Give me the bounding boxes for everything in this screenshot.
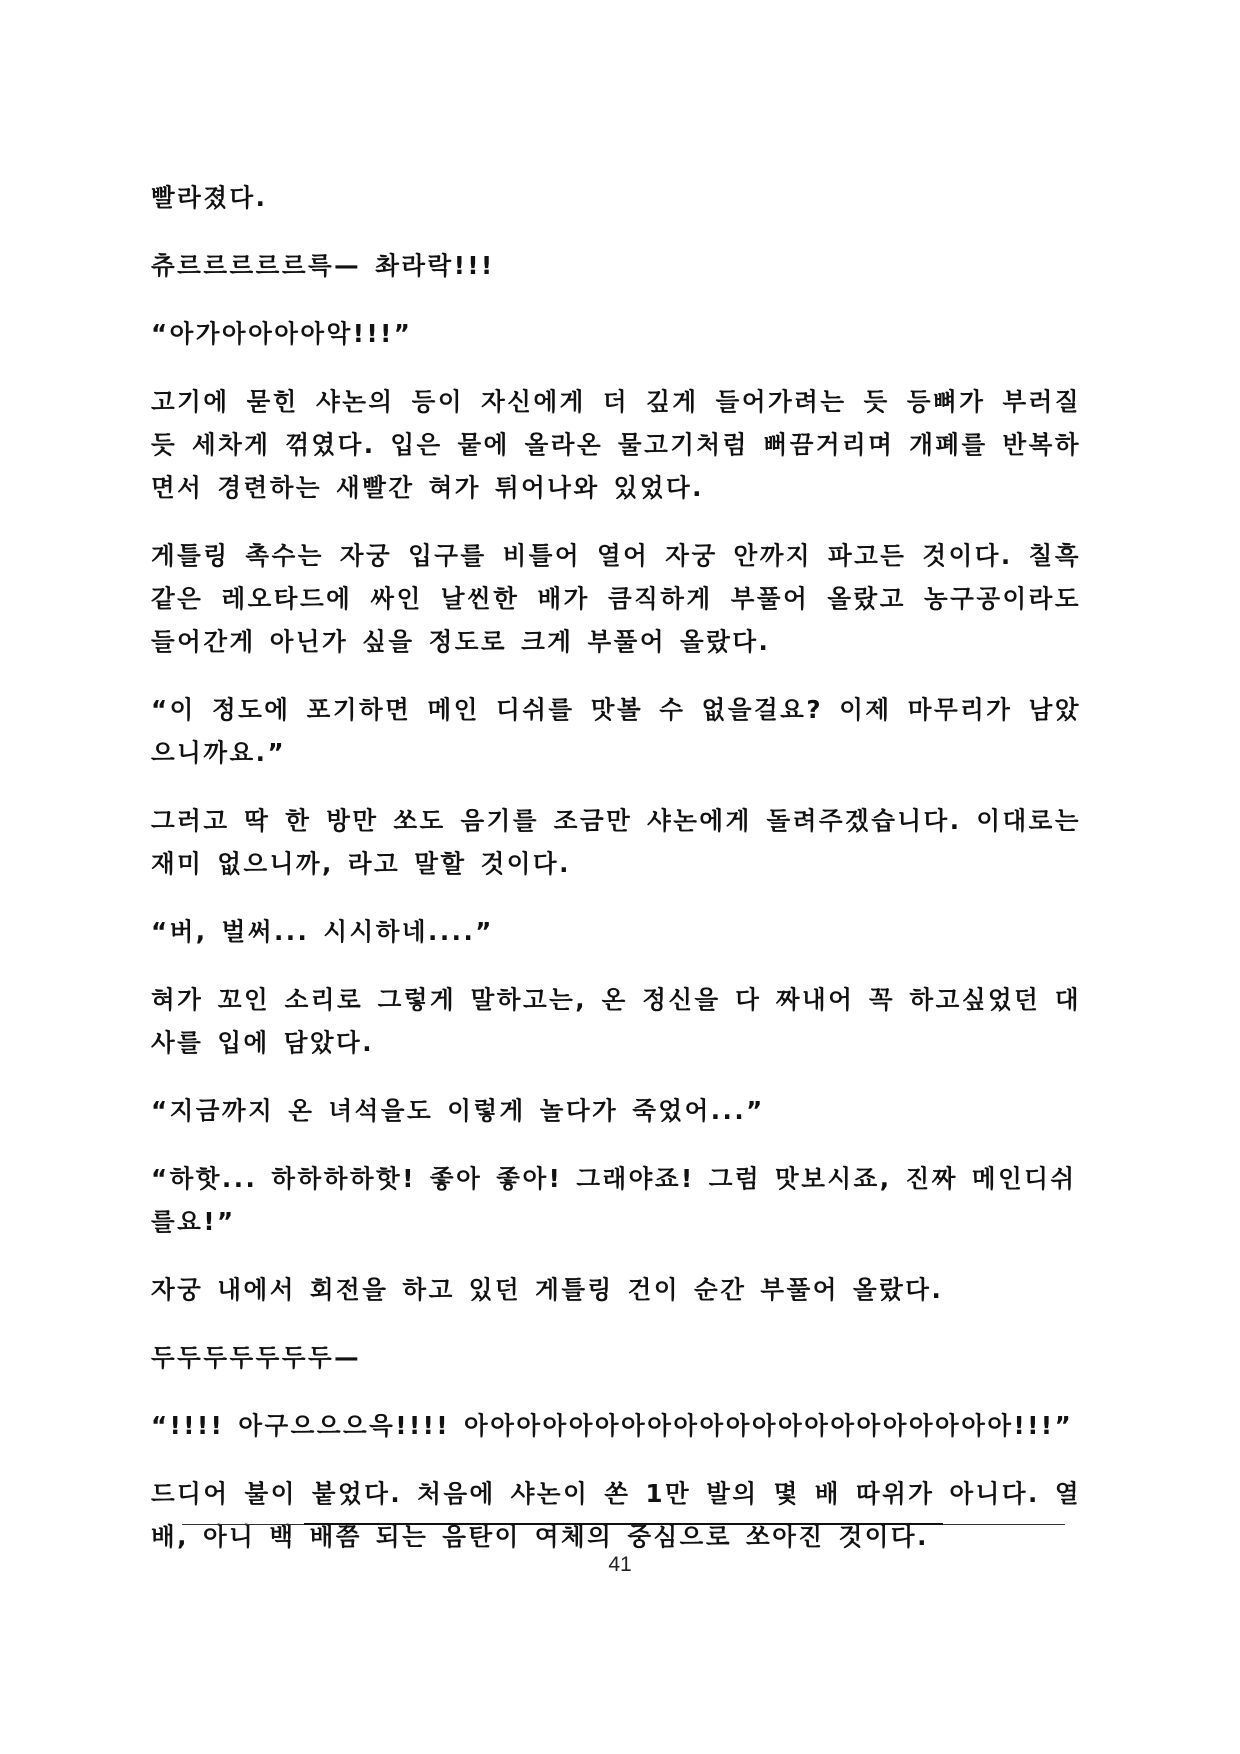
body-text (151, 176, 1081, 1583)
paragraph-6: “이 정도에 포기하면 메인 디쉬를 맛볼 수 없을걸요? 이제 마무리가 남았으니까요.” (151, 695, 1081, 767)
paragraph-3: “아가아아아아악!!!” (151, 319, 413, 348)
paragraph-1: 빨라졌다. (151, 183, 268, 212)
paragraph-13: 두두두두두두두— (151, 1343, 362, 1372)
footer-divider-accent (304, 1523, 943, 1525)
paragraph-15: 드디어 불이 붙었다. 처음에 샤논이 쏜 1만 발의 몇 배 따위가 아니다. 열 배, 아니 백 배쯤 되는 음탄이 여체의 중심으로 쏘아진 것이다. (151, 1479, 1081, 1551)
paragraph-9: 혀가 꼬인 소리로 그렇게 말하고는, 온 정신을 다 짜내어 꼭 하고싶었던 대사를 입에 담았다. (151, 985, 1081, 1057)
paragraph-11: “하핫... 하하하하핫! 좋아 좋아! 그래야죠! 그럼 맛보시죠, 진짜 메인디쉬를요!” (151, 1164, 1077, 1236)
paragraph-2: 츄르르르르르륵— 촤라락!!! (151, 251, 495, 280)
paragraph-4: 고기에 묻힌 샤논의 등이 자신에게 더 깊게 들어가려는 듯 등뼈가 부러질 듯 세차게 꺾였다. 입은 뭍에 올라온 물고기처럼 뻐끔거리며 개폐를 반복하면서 경련하는 새빨간 혀가 튀어나와 있었다. (151, 387, 1081, 502)
paragraph-10: “지금까지 온 녀석을도 이렇게 놀다가 죽었어...” (151, 1096, 765, 1125)
paragraph-8: “버, 벌써... 시시하네....” (151, 917, 494, 946)
paragraph-14: “!!!! 아구으으으윽!!!! 아아아아아아아아아아아아아아아아아아아아아!!!” (151, 1411, 1074, 1440)
page-number: 41 (608, 1553, 632, 1576)
paragraph-7: 그러고 딱 한 방만 쏘도 음기를 조금만 샤논에게 돌려주겠습니다. 이대로는 재미 없으니까, 라고 말할 것이다. (151, 806, 1081, 878)
paragraph-12: 자궁 내에서 회전을 하고 있던 게틀링 건이 순간 부풀어 올랐다. (151, 1275, 944, 1304)
paragraph-5: 게틀링 촉수는 자궁 입구를 비틀어 열어 자궁 안까지 파고든 것이다. 칠흑 같은 레오타드에 싸인 날씬한 배가 큼직하게 부풀어 올랐고 농구공이라도 들어간게 아닌가 싶을 정도로 크게 부풀어 올랐다. (151, 541, 1081, 656)
